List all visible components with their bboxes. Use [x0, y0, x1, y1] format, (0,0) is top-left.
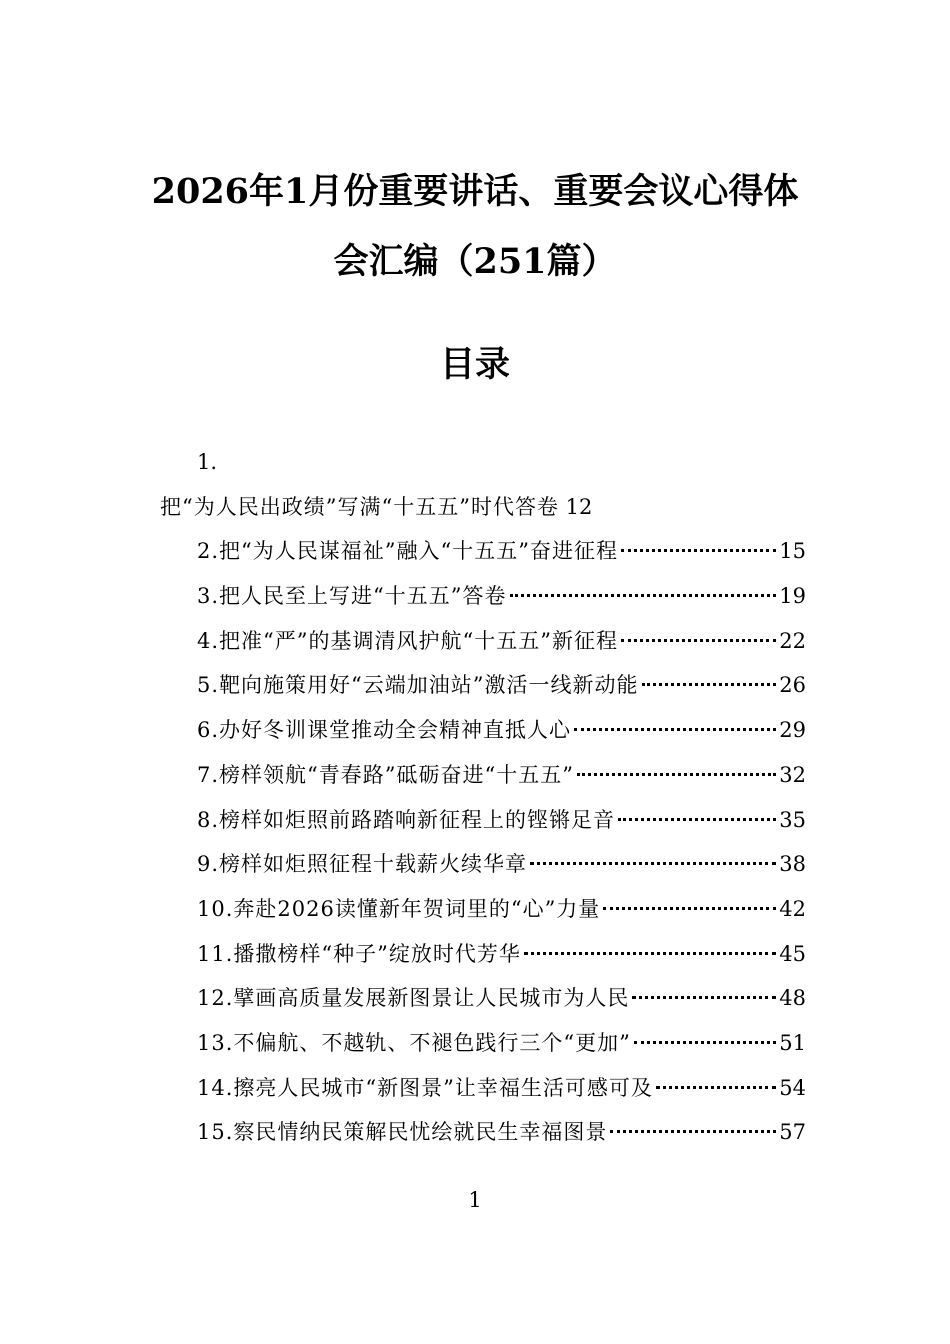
toc-entry-label: 6.办好冬训课堂推动全会精神直抵人心: [197, 718, 572, 743]
dot-leader: [510, 594, 777, 597]
dot-leader: [574, 728, 776, 731]
toc-entry-label: 15.察民情纳民策解民忧绘就民生幸福图景: [197, 1120, 608, 1145]
table-of-contents: [160, 440, 806, 1155]
toc-entry[interactable]: [160, 887, 806, 932]
toc-entry-page: 12: [565, 494, 593, 519]
toc-entry[interactable]: [160, 619, 806, 664]
dot-leader: [642, 683, 777, 686]
toc-entry-page: 51: [779, 1030, 806, 1055]
toc-entry-page: 26: [779, 673, 806, 698]
toc-entry-label: 9.榜样如炬照征程十载薪火续华章: [197, 852, 528, 877]
toc-entry-page: 57: [779, 1120, 806, 1145]
toc-entry-page: 29: [779, 718, 806, 743]
dot-leader: [603, 907, 776, 910]
toc-entry[interactable]: [160, 574, 806, 619]
toc-entry[interactable]: [160, 1110, 806, 1155]
toc-entry-label: 5.靶向施策用好“云端加油站”激活一线新动能: [197, 673, 639, 698]
toc-entry[interactable]: [160, 753, 806, 798]
toc-entry[interactable]: [160, 529, 806, 574]
toc-heading: 目录: [439, 344, 510, 385]
toc-entry-label: 2.把“为人民谋福祉”融入“十五五”奋进征程: [197, 539, 618, 564]
toc-entry[interactable]: [160, 1066, 806, 1111]
toc-entry-label: 13.不偏航、不越轨、不褪色践行三个“更加”: [197, 1030, 631, 1055]
toc-entry-page: 48: [779, 986, 806, 1011]
toc-entry-label: 把“为人民出政绩”写满“十五五”时代答卷: [160, 494, 559, 519]
toc-entry[interactable]: [160, 842, 806, 887]
toc-entry-page: 38: [779, 852, 806, 877]
toc-entry-label: 12.擘画高质量发展新图景让人民城市为人民: [197, 986, 630, 1011]
document-title-line-2: 会汇编（251篇）: [333, 241, 617, 282]
toc-entry-label: 7.榜样领航“青春路”砥砺奋进“十五五”: [197, 762, 574, 787]
document-title-line-1: 2026年1月份重要讲话、重要会议心得体: [151, 171, 799, 212]
toc-entry[interactable]: [160, 1021, 806, 1066]
toc-entry-1[interactable]: [160, 485, 806, 530]
toc-entry-page: 22: [779, 628, 806, 653]
toc-entry-page: 32: [779, 762, 806, 787]
toc-entry-page: 54: [779, 1075, 806, 1100]
toc-entry-label: 14.擦亮人民城市“新图景”让幸福生活可感可及: [197, 1075, 653, 1100]
dot-leader: [618, 818, 776, 821]
toc-entry[interactable]: [160, 708, 806, 753]
toc-entry-label: 3.把人民至上写进“十五五”答卷: [197, 584, 507, 609]
dot-leader: [621, 549, 776, 552]
toc-entry-page: 35: [779, 807, 806, 832]
toc-entry[interactable]: [160, 663, 806, 708]
dot-leader: [610, 1130, 776, 1133]
toc-entry[interactable]: [160, 932, 806, 977]
toc-entry-label: 4.把准“严”的基调清风护航“十五五”新征程: [197, 628, 618, 653]
dot-leader: [577, 773, 776, 776]
toc-entry-page: 15: [779, 539, 806, 564]
dot-leader: [632, 996, 776, 999]
dot-leader: [524, 952, 776, 955]
dot-leader: [530, 862, 776, 865]
dot-leader: [621, 639, 776, 642]
toc-entry-1-number[interactable]: 1.: [197, 450, 218, 474]
page-number: 1: [468, 1188, 482, 1212]
toc-entry-page: 45: [779, 941, 806, 966]
dot-leader: [656, 1086, 776, 1089]
toc-entry-label: 11.播撒榜样“种子”绽放时代芳华: [197, 941, 521, 966]
toc-entry-label: 10.奔赴2026读懂新年贺词里的“心”力量: [197, 896, 601, 921]
dot-leader: [634, 1041, 776, 1044]
toc-entry-page: 42: [779, 896, 806, 921]
toc-entry[interactable]: [160, 798, 806, 843]
toc-entry[interactable]: [160, 976, 806, 1021]
toc-entry-page: 19: [779, 584, 806, 609]
toc-entry-label: 8.榜样如炬照前路踏响新征程上的铿锵足音: [197, 807, 616, 832]
